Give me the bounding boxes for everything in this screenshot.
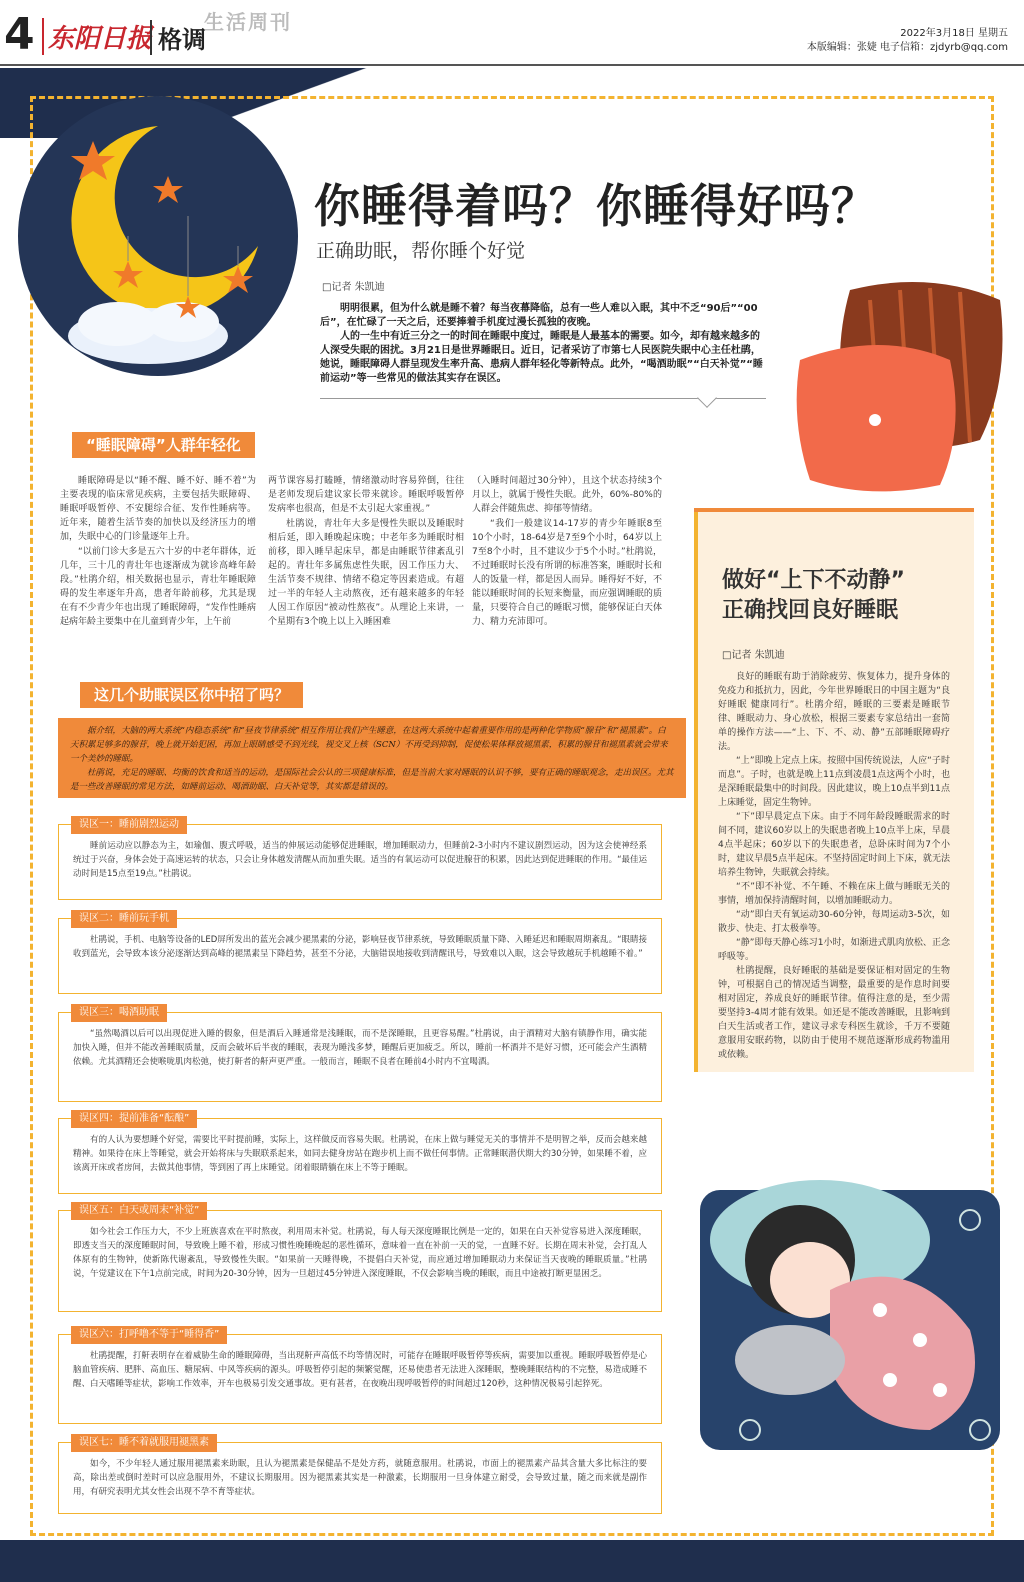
paragraph: “动”即白天有氧运动30-60分钟，每周运动3-5次，如散步、快走、打太极拳等。 <box>718 910 950 934</box>
myth-title: 误区二：睡前玩手机 <box>71 910 177 928</box>
myth-title: 误区六：打呼噜不等于“睡得香” <box>71 1326 227 1344</box>
sidebar-title-line-1: 做好“上下不动静” <box>722 568 905 593</box>
sidebar-title-line-2: 正确找回良好睡眠 <box>722 598 899 623</box>
paragraph: 杜鹃说，青壮年大多是慢性失眠以及睡眠时相后延，即入睡晚起床晚；中老年多为睡眠时相前移，即入睡早起床早，都是由睡眠节律紊乱引起的。青壮年多属焦虑性失眠，因工作压力大、生活节奏不规律、情绪不稳定等因素造成。有超过一半的年轻人主动熬夜，还有越来越多的年轻人因工作原因“被动性熬夜”。从理论上来讲，一个星期有3个晚上以上入睡困难 <box>268 519 464 627</box>
myth-box-7 <box>58 1437 662 1514</box>
section1-column-3 <box>472 474 662 630</box>
myth-body: 杜鹃说，手机、电脑等设备的LED屏所发出的蓝光会减少褪黑素的分泌，影响昼夜节律系统，导致睡眠质量下降、入睡延迟和睡眠周期紊乱。“眼睛接收到蓝光，会导致本该分泌逐渐达到高峰的褪黑素呈下降趋势，甚至不分泌，大脑错误地接收到清醒讯号，导致难以入眠，这会导致越玩手机越睡不着。” <box>73 935 647 959</box>
pillow-illustration <box>790 270 1010 500</box>
section2-heading: 这几个助眠误区你中招了吗？ <box>80 682 303 708</box>
bottom-navy-band <box>0 1540 1024 1582</box>
myth-title: 误区七：睡不着就服用褪黑素 <box>71 1434 217 1452</box>
sidebar-body <box>718 670 950 1062</box>
article-title: 你睡得着吗？你睡得好吗？ <box>314 179 878 233</box>
myth-title: 误区三：喝酒助眠 <box>71 1004 167 1022</box>
myth-box-6 <box>58 1329 662 1424</box>
page-header <box>0 0 1024 66</box>
sidebar-title <box>722 566 905 626</box>
paragraph: 良好的睡眠有助于消除疲劳、恢复体力，提升身体的免疫力和抵抗力，因此，今年世界睡眠日的中国主题为“良好睡眠 健康同行”。杜鹃介绍，睡眠的三要素是睡眠节律、睡眠动力、身心放松，根据三要素专家总结出一套简单的操作方法——“上、下、不、动、静”五部睡眠障碍疗法。 <box>718 672 950 752</box>
sidebar-reporter: □记者 朱凯迪 <box>722 650 785 661</box>
lead-paragraph-1: 明明很累，但为什么就是睡不着？每当夜幕降临，总有一些人难以入眠，其中不乏“90后”“00后”，在忙碌了一天之后，还要捧着手机度过漫长孤独的夜晚。 <box>320 303 758 328</box>
paragraph: “下”即早晨定点下床。由于不同年龄段睡眠需求的时间不同，建议60岁以上的失眠患者晚上10点半上床，早晨4点半起床；60岁以下的失眠患者，总卧床时间为7个小时，建议早晨5点半起床。不坚持固定时间上下床，就无法培养生物钟，失眠就会持续。 <box>718 812 950 878</box>
myth-box-5 <box>58 1205 662 1312</box>
myth-body: 睡前运动应以静态为主，如瑜伽、腹式呼吸，适当的伸展运动能够促进睡眠，增加睡眠动力，但睡前2-3小时内不建议剧烈运动，因为这会使神经系统过于兴奋，身体会处于高速运转的状态，只会让身体越发清醒从而加重失眠。适当的有氧运动可以促进腺苷的积累，因此达到促进睡眠的作用。“最佳运动时间是15点至19点。”杜鹃说。 <box>73 841 647 879</box>
section2-intro-box <box>58 718 686 798</box>
myth-body: 有的人认为要想睡个好觉，需要比平时提前睡，实际上，这样做反而容易失眠。杜鹃说，在床上做与睡觉无关的事情并不是明智之举，反而会越来越精神。如果待在床上等睡觉，就会开始将床与失眠联系起来，如同去健身房站在跑步机上而不做任何事情。正常睡眠潜伏期大约30分钟，如果睡不着，应该离开床或者房间，去做其他事情，等到困了再上床睡觉。闭着眼睛躺在床上不等于睡眠。 <box>73 1135 647 1173</box>
myth-box-3 <box>58 1007 662 1102</box>
paragraph: “静”即每天静心练习1小时，如渐进式肌肉放松、正念呼吸等。 <box>718 938 950 962</box>
myth-box-2 <box>58 913 662 994</box>
paragraph: “不”即不补觉、不午睡、不赖在床上做与睡眠无关的事情，增加保持清醒时间，以增加睡眠动力。 <box>718 882 950 906</box>
lead-paragraph-2: 人的一生中有近三分之一的时间在睡眠中度过，睡眠是人最基本的需要。如今，却有越来越多的人深受失眠的困扰。3月21日是世界睡眠日。近日，记者采访了市第七人民医院失眠中心主任杜鹃，她说，睡眠障碍人群呈现发生率升高、患病人群年轻化等新特点。此外，“喝酒助眠”“白天补觉”“睡前运动”等一些常见的做法其实存在误区。 <box>320 331 763 384</box>
paragraph: 睡眠障碍是以“睡不醒、睡不好、睡不着”为主要表现的临床常见疾病，主要包括失眠障碍、睡眠呼吸暂停、不安腿综合征、发作性睡病等。近年来，随着生活节奏的加快以及经济压力的增加，失眠中心的门诊量逐年上升。 <box>60 476 256 542</box>
paragraph: 两节课容易打瞌睡，情绪激动时容易猝倒，往往是老师发现后建议家长带来就诊。睡眠呼吸暂停发病率也很高，但是不太引起大家重视。” <box>268 476 464 514</box>
paragraph: 杜鹃提醒，良好睡眠的基础是要保证相对固定的生物钟，可根据自己的情况适当调整，最重要的是作息时间要相对固定，养成良好的睡眠节律。值得注意的是，至少需要坚持3-4周才能有效果。如还是不能改善睡眠，且影响到白天生活或者工作，建议寻求专科医生就诊，千万不要随意服用安眠药物，以防由于使用不规范逐渐形成药物滥用或依赖。 <box>718 966 950 1060</box>
myth-title: 误区一：睡前剧烈运动 <box>71 816 187 834</box>
sleeping-girl-illustration <box>690 1130 1010 1470</box>
intro-paragraph-2: 杜鹃说，充足的睡眠、均衡的饮食和适当的运动，是国际社会公认的三项健康标准，但是当前大家对睡眠的认识不够，要有正确的睡眠观念，走出误区。尤其是一些改善睡眠的常见方法，如睡前运动、喝酒助眠、白天补觉等，其实都是错误的。 <box>70 768 674 792</box>
section1-column-2 <box>268 474 464 630</box>
weekly-name: 生活周刊 <box>204 10 292 34</box>
article-subtitle: 正确助眠，帮你睡个好觉 <box>316 240 526 262</box>
myth-body: 如今，不少年轻人通过服用褪黑素来助眠，且认为褪黑素是保健品不是处方药，就随意服用。杜鹃说，市面上的褪黑素产品其含量大多比标注的要高，除出差或倒时差时可以应急服用外，不建议长期服用。因为褪黑素其实是一种激素，长期服用一旦身体建立耐受，会导致过量，随之而来就是副作用，有研究表明尤其女性会出现不孕不育等症状。 <box>73 1459 647 1497</box>
myth-body: “虽然喝酒以后可以出现促进入睡的假象，但是酒后入睡通常是浅睡眠，而不是深睡眠，且更容易醒。”杜鹃说，由于酒精对大脑有镇静作用，确实能加快入睡，但并不能改善睡眠质量，反而会破坏后半夜的睡眠，表现为睡浅多梦，睡醒后更加疲乏。所以，睡前一杯酒并不是好习惯，还可能会产生酒精依赖。尤其酒精还会使喉咙肌肉松弛，使打鼾者的鼾声更严重。一般而言，睡眠不良者在睡前4小时内不宜喝酒。 <box>73 1029 647 1067</box>
page-number: 4 <box>4 9 35 60</box>
intro-paragraph-1: 据介绍，大脑的两大系统“内稳态系统”和“昼夜节律系统”相互作用让我们产生睡意，在这两大系统中起着重要作用的是两种化学物质“腺苷”和“褪黑素”。白天积累足够多的腺苷，晚上就开始犯困，再加上眼睛感受不到光线，视交叉上核（SCN）不再受到抑制，促使松果体释放褪黑素，积累的腺苷和褪黑素就会带来一个美妙的睡眠。 <box>70 726 668 764</box>
myth-title: 误区五：白天或周末“补觉” <box>71 1202 207 1220</box>
section1-heading: “睡眠障碍”人群年轻化 <box>72 432 255 458</box>
myth-box-1 <box>58 819 662 900</box>
issue-date: 2022年3月18日 星期五 <box>900 28 1008 39</box>
paragraph: （入睡时间超过30分钟），且这个状态持续3个月以上，就属于慢性失眠。此外，60%-80%的人群会伴随焦虑、抑郁等情绪。 <box>472 476 662 514</box>
myth-body: 杜鹃提醒，打鼾表明存在着威胁生命的睡眠障碍，当出现鼾声高低不均等情况时，可能存在睡眠呼吸暂停等疾病，需要加以重视。睡眠呼吸暂停是心脑血管疾病、肥胖、高血压、糖尿病、中风等疾病的源头。呼吸暂停引起的频繁觉醒，还易使患者无法进入深睡眠，整晚睡眠结构的不完整，易造成睡不醒、白天嗜睡等症状，影响工作效率，开车也极易引发交通事故。更有甚者，在夜晚出现呼吸暂停的时间超过120秒，这种情况极易引起猝死。 <box>73 1351 647 1389</box>
paragraph: “以前门诊大多是五六十岁的中老年群体，近几年，三十几的青壮年也逐渐成为就诊高峰年龄段。”杜鹃介绍，相关数据也显示，青壮年睡眠障碍的发生率逐年升高，患者年龄前移，尤其是现在有不少青少年也出现了睡眠障碍，“发作性睡病起病年龄主要集中在儿童到青少年，上午前 <box>60 547 256 627</box>
myth-body: 如今社会工作压力大，不少上班族喜欢在平时熬夜，利用周末补觉。杜鹃说，每人每天深度睡眠比例是一定的，如果在白天补觉容易进入深度睡眠，即透支当天的深度睡眠时间，导致晚上睡不着，形成习惯性晚睡晚起的恶性循环，意味着一直在补前一天的觉，一直睡不好。长期在周末补觉，会打乱人体原有的生物钟，使新陈代谢紊乱，导致慢性失眠。“如果前一天睡得晚，不提倡白天补觉，而应通过增加睡眠动力来保证当天夜晚的睡眠质量。”杜鹃说，午觉建议在下午1点前完成，时间为20-30分钟，因为一旦超过45分钟进入深度睡眠，不仅会影响当晚的睡眠，而且中途被打断更显困乏。 <box>73 1227 647 1279</box>
newspaper-name: 东阳日报 <box>42 18 152 55</box>
moon-illustration <box>8 86 308 376</box>
paragraph: “我们一般建议14-17岁的青少年睡眠8至10个小时，18-64岁是7至9个小时，64岁以上7至8个小时，且不建议少于5个小时。”杜鹃说，不过睡眠时长没有所谓的标准答案，睡眠时长和人的饭量一样，都是因人而异。睡得好不好，不能以睡眠时间的长短来衡量，而应强调睡眠的质量，只要符合自己的睡眠习惯，能够保证白天体力、精力充沛即可。 <box>472 519 662 627</box>
article-lead <box>320 302 766 386</box>
myth-title: 误区四：提前准备“酝酿” <box>71 1110 197 1128</box>
myth-box-4 <box>58 1113 662 1194</box>
article-reporter: □记者 朱凯迪 <box>322 282 385 293</box>
section-name: 格调 <box>150 20 206 55</box>
paragraph: “上”即晚上定点上床。按照中国传统说法，人应“子时而息”。子时，也就是晚上11点到凌晨1点这两个小时，也是深睡眠最集中的时间段。因此建议，晚上10点半到11点上床睡觉，固定生物钟。 <box>718 756 950 808</box>
section1-column-1 <box>60 474 256 630</box>
editor-info: 本版编辑：张婕 电子信箱：zjdyrb@qq.com <box>806 42 1008 53</box>
